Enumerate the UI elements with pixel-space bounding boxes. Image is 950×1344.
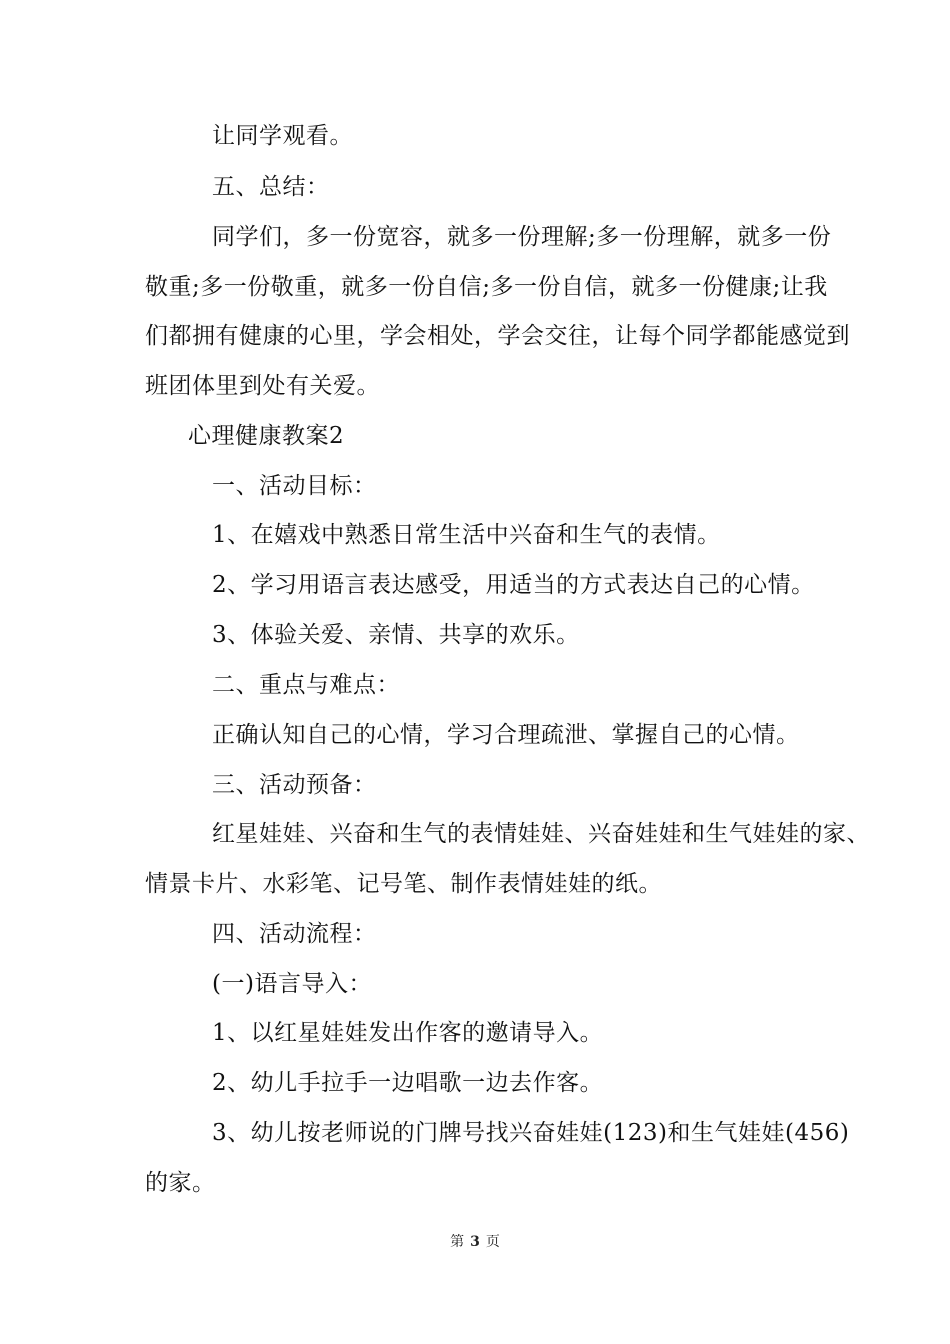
- page-number: 3: [470, 1234, 480, 1250]
- text-line: 让同学观看。: [212, 123, 353, 149]
- list-item: 1、在嬉戏中熟悉日常生活中兴奋和生气的表情。: [212, 522, 721, 548]
- document-title: 心理健康教案2: [188, 423, 345, 449]
- text-line: 同学们，多一份宽容，就多一份理解;多一份理解，就多一份: [212, 224, 832, 250]
- subsection-heading: (一)语言导入：: [212, 971, 372, 997]
- list-item: 1、以红星娃娃发出作客的邀请导入。: [212, 1020, 604, 1046]
- section-heading: 四、活动流程：: [212, 921, 377, 947]
- footer-suffix: 页: [485, 1234, 500, 1250]
- text-line: 敬重;多一份敬重，就多一份自信;多一份自信，就多一份健康;让我: [145, 274, 828, 300]
- list-item: 3、幼儿按老师说的门牌号找兴奋娃娃(123)和生气娃娃(456): [212, 1120, 850, 1146]
- list-item: 2、学习用语言表达感受，用适当的方式表达自己的心情。: [212, 572, 815, 598]
- section-heading: 一、活动目标：: [212, 473, 377, 499]
- list-item: 2、幼儿手拉手一边唱歌一边去作客。: [212, 1070, 604, 1096]
- section-heading: 三、活动预备：: [212, 772, 377, 798]
- text-line: 红星娃娃、兴奋和生气的表情娃娃、兴奋娃娃和生气娃娃的家、: [212, 821, 870, 847]
- footer-prefix: 第: [450, 1234, 465, 1250]
- section-heading: 二、重点与难点：: [212, 672, 400, 698]
- list-item: 3、体验关爱、亲情、共享的欢乐。: [212, 622, 580, 648]
- text-line: 的家。: [145, 1170, 216, 1196]
- text-line: 们都拥有健康的心里，学会相处，学会交往，让每个同学都能感觉到: [145, 323, 850, 349]
- text-line: 情景卡片、水彩笔、记号笔、制作表情娃娃的纸。: [145, 871, 662, 897]
- page-footer: [0, 1233, 950, 1251]
- section-heading: 五、总结：: [212, 174, 330, 200]
- text-line: 班团体里到处有关爱。: [145, 373, 380, 399]
- text-line: 正确认知自己的心情，学习合理疏泄、掌握自己的心情。: [212, 722, 800, 748]
